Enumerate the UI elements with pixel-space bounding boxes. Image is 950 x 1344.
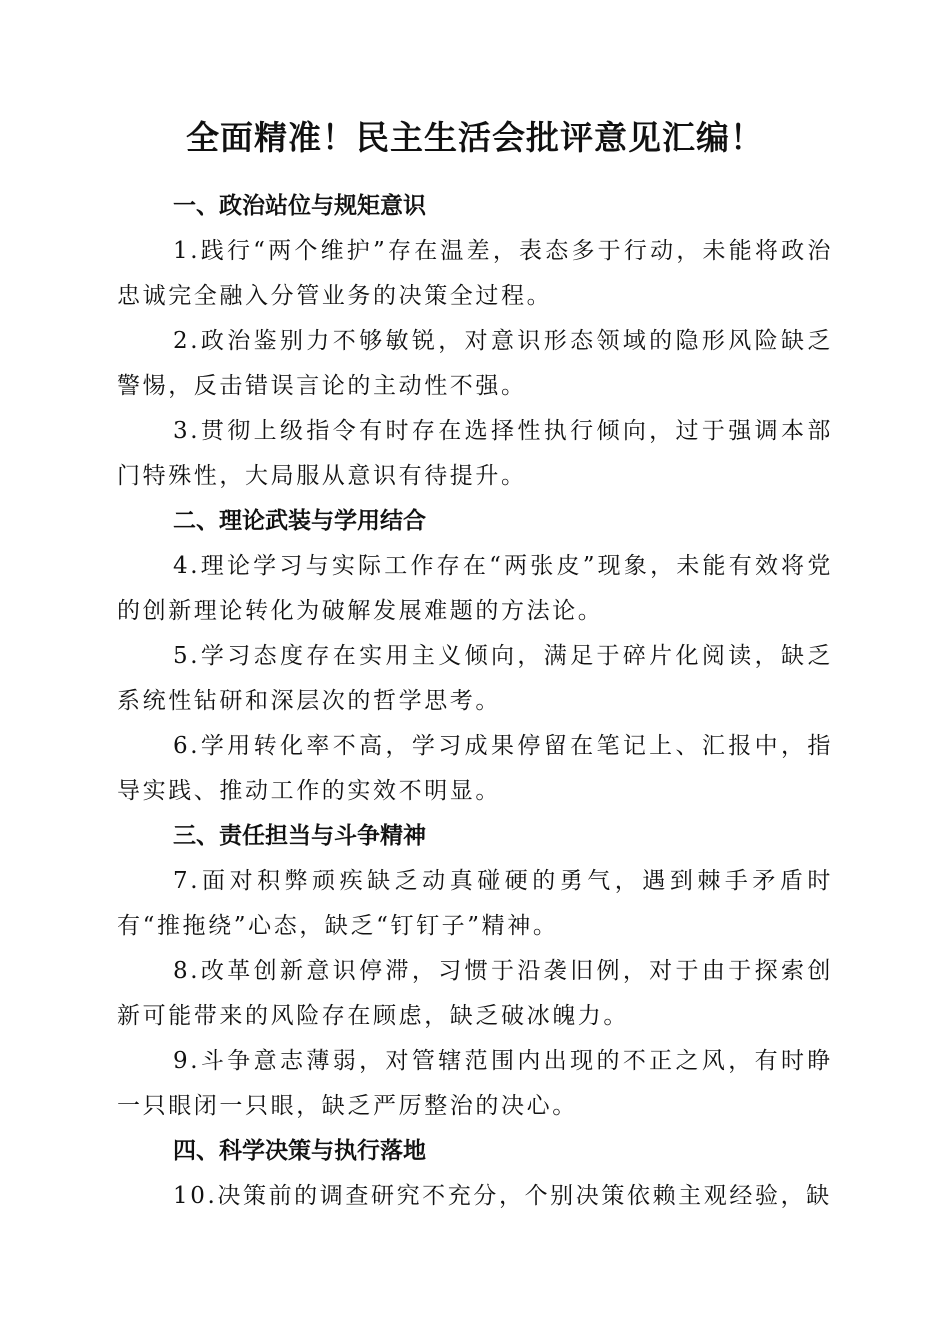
section-heading: 一、政治站位与规矩意识 xyxy=(173,193,426,219)
document-body xyxy=(117,184,833,1219)
list-item: 5.学习态度存在实用主义倾向，满足于碎片化阅读，缺乏系统性钻研和深层次的哲学思考。 xyxy=(117,643,833,714)
section-political xyxy=(117,184,833,499)
list-item: 7.面对积弊顽疾缺乏动真碰硬的勇气，遇到棘手矛盾时有“推拖绕”心态，缺乏“钉钉子”精神。 xyxy=(117,868,833,939)
section-heading: 四、科学决策与执行落地 xyxy=(173,1138,426,1164)
list-item: 10.决策前的调查研究不充分，个别决策依赖主观经验，缺 xyxy=(173,1183,832,1209)
list-item: 1.践行“两个维护”存在温差，表态多于行动，未能将政治忠诚完全融入分管业务的决策全过程。 xyxy=(117,238,833,309)
section-heading: 二、理论武装与学用结合 xyxy=(173,508,426,534)
section-heading: 三、责任担当与斗争精神 xyxy=(173,823,426,849)
list-item: 6.学用转化率不高，学习成果停留在笔记上、汇报中，指导实践、推动工作的实效不明显。 xyxy=(117,733,833,804)
document-title: 全面精准！民主生活会批评意见汇编！ xyxy=(186,118,764,157)
section-responsibility xyxy=(117,814,833,1129)
list-item: 4.理论学习与实际工作存在“两张皮”现象，未能有效将党的创新理论转化为破解发展难题的方法论。 xyxy=(117,553,833,624)
section-theory xyxy=(117,499,833,814)
list-item: 9.斗争意志薄弱，对管辖范围内出现的不正之风，有时睁一只眼闭一只眼，缺乏严厉整治的决心。 xyxy=(117,1048,833,1119)
list-item: 8.改革创新意识停滞，习惯于沿袭旧例，对于由于探索创新可能带来的风险存在顾虑，缺乏破冰魄力。 xyxy=(117,958,833,1029)
list-item: 2.政治鉴别力不够敏锐，对意识形态领域的隐形风险缺乏警惕，反击错误言论的主动性不强。 xyxy=(117,328,833,399)
section-decision xyxy=(117,1129,833,1219)
list-item: 3.贯彻上级指令有时存在选择性执行倾向，过于强调本部门特殊性，大局服从意识有待提升。 xyxy=(117,418,833,489)
